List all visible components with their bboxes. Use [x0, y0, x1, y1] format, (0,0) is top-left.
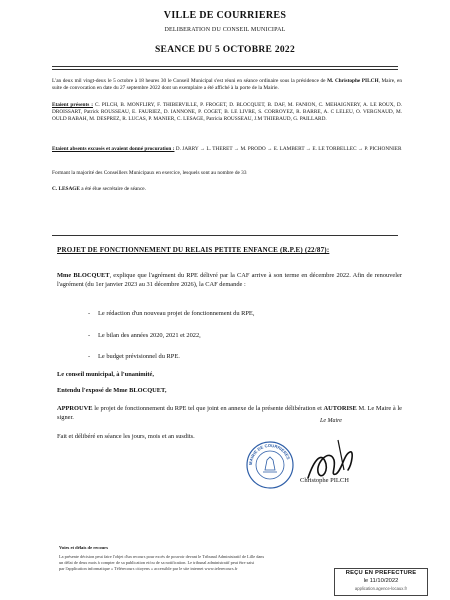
absent-list: D. JARRY → L. THERET → M. PRODO → E. LAMBERT → E. LE TORBELLEC → P. PICHONNIER — [174, 146, 402, 152]
closing-statement: Fait et délibéré en séance les jours, mois et an susdits. — [57, 433, 195, 440]
appeal-line: La présente décision peut faire l'objet d'un recours pour excès de pouvoir devant le Tribunal Administratif de Lille dans — [59, 554, 265, 559]
list-item: Le bilan des années 2020, 2021 et 2022, — [98, 332, 201, 339]
heard-statement: Entendu l'exposé de Mme BLOCQUET, — [57, 387, 167, 394]
bullet-dash: - — [88, 310, 91, 317]
heard-text: Entendu l'exposé de — [57, 387, 114, 394]
appeal-line: un délai de deux mois à compter de sa publication et/ou de sa notification. Le tribunal administratif peut être saisi — [59, 560, 255, 565]
svg-text:MAIRIE DE COURRIERES — [248, 443, 291, 465]
present-label: Etaient présents : — [52, 102, 93, 108]
present-list: C. PILCH, B. MONFLIRY, F. THIBERVILLE, P. FROGET, D. BLOCQUET, B. DAF, M. FANION, C. MEHAIGNERY, A. LE ROUX, D. DROISSART, Patrick ROUSSEAU, E. FAURIEZ, D. IANNONE, P. COGET, B. LE LIVRE, S. CORROYEZ, R. BARRE, A. C LELEU, O. VERGNAUD, M. OULD RABAH, M. DESPREZ, R. LUCAS, P. MANIER, C. LESAGE, Patricia ROUSSEAU, J.M THIEBAUD, G. PAILLARD. — [52, 102, 402, 122]
town-title: VILLE DE COURRIERES — [163, 10, 287, 21]
appeal-line: par l'application informatique « Télérecours citoyens » accessible par le site internet www.telerecours.fr — [59, 566, 238, 571]
mayor-name: M. Christophe PILCH — [327, 78, 379, 84]
receipt-source: application.agence-locaux.fr — [354, 586, 408, 591]
bullet-dash: - — [88, 332, 91, 339]
session-date: SEANCE DU 5 OCTOBRE 2022 — [154, 45, 296, 55]
explanation-text: , explique que l'agrément du RPE délivré par la CAF arrive à son terme en décembre 2022. Afin de renouveler l'agrément (du 1er janvier 2023 au 31 décembre 2026), la CAF demande : — [57, 272, 402, 288]
secretary-name: C. LESAGE — [52, 186, 80, 192]
receipt-title: REÇU EN PREFECTURE — [345, 570, 417, 576]
official-stamp-icon — [245, 440, 295, 490]
section-divider — [52, 235, 398, 236]
authorize-text: M. Le Maire à le signer. — [57, 405, 402, 421]
receipt-date: le 11/10/2022 — [363, 578, 399, 584]
list-item: Le rédaction d'un nouveau projet de fonctionnement du RPE, — [98, 310, 255, 317]
absent-label: Etaient absents excusés et avaient donné procuration : — [52, 146, 175, 152]
project-explanation — [57, 271, 402, 289]
intro-text-end: , Maire, en suite de convocation en date du 27 septembre 2022 dont un exemplaire a été affiché à la porte de la Mairie. — [52, 78, 402, 91]
majority-statement: Formant la majorité des Conseillers Municipaux en exercice, lesquels sont au nombre de 33 — [52, 170, 247, 176]
present-members — [52, 102, 402, 123]
approve-text: le projet de fonctionnement du RPE tel que joint en annexe de la présente délibération et — [92, 405, 324, 412]
stamp-text: MAIRIE DE COURRIERES — [247, 442, 291, 466]
authorize-keyword: AUTORISE — [323, 405, 357, 412]
list-item: Le budget prévisionnel du RPE. — [98, 353, 180, 360]
approve-keyword: APPROUVE — [57, 405, 93, 412]
mayor-title: Le Maire — [320, 418, 342, 424]
mayor-name-signature: Christophe PILCH — [300, 477, 349, 484]
heard-name: Mme BLOCQUET — [113, 387, 165, 394]
approval-statement — [57, 404, 402, 422]
prefecture-receipt — [334, 568, 428, 596]
secretary-text: a été élue secrétaire de séance. — [79, 186, 146, 192]
intro-paragraph — [52, 78, 402, 92]
council-statement: Le conseil municipal, à l'unanimité, — [57, 371, 154, 378]
header-divider — [52, 66, 398, 67]
project-title: PROJET DE FONCTIONNEMENT DU RELAIS PETITE ENFANCE (R.P.E) (22/87): — [57, 246, 330, 254]
appeal-title: Voies et délais de recours — [59, 545, 108, 550]
header-divider-second — [52, 69, 398, 70]
rapporteur-name: Mme BLOCQUET — [57, 272, 110, 279]
bullet-dash: - — [88, 353, 91, 360]
deliberation-subtitle: DELIBERATION DU CONSEIL MUNICIPAL — [164, 27, 286, 33]
secretary-statement — [52, 186, 402, 193]
intro-text: L'an deux mil vingt-deux le 5 octobre à 18 heures 30 le Conseil Municipal s'est réuni en séance ordinaire sous la présidence de — [52, 78, 328, 84]
absent-members — [52, 146, 402, 153]
